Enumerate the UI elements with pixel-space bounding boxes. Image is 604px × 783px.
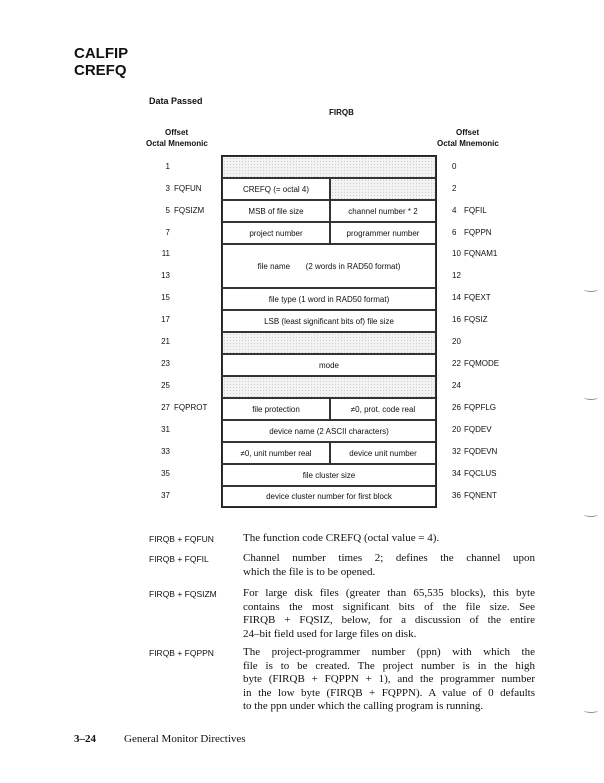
firqb-layout-diagram (221, 155, 437, 508)
left-offset-number: 21 (161, 337, 170, 346)
description-line: in the low byte (FIRQB + FQPPN). A value of 0 defaults (243, 686, 535, 699)
cell-programmer-number: programmer number (330, 222, 436, 244)
left-offset-number: 5 (165, 206, 170, 215)
cell-offset-0 (222, 156, 436, 178)
footer-title: General Monitor Directives (124, 733, 246, 745)
right-offset-number: 0 (452, 162, 457, 171)
right-offset-number: 32 (452, 447, 461, 456)
description-term: FIRQB + FQSIZM (149, 589, 217, 599)
left-offset-number: 35 (161, 469, 170, 478)
right-offset-number: 36 (452, 491, 461, 500)
data-passed-label: Data Passed (149, 96, 203, 106)
left-offset-number: 7 (165, 228, 170, 237)
left-mnemonic: FQFUN (174, 184, 202, 193)
right-mnemonic: FQFIL (464, 206, 487, 215)
description-line: FIRQB + FQSIZ, below, for a discussion of the entire (243, 614, 535, 626)
margin-mark (584, 395, 598, 400)
left-offset-number: 1 (165, 162, 170, 171)
description-line: which the file is to be opened. (243, 565, 376, 578)
right-offset-number: 4 (452, 206, 457, 215)
right-mnemonic: FQNENT (464, 491, 497, 500)
right-offset-number: 26 (452, 403, 461, 412)
cell-channel-number: channel number * 2 (330, 200, 436, 222)
left-offset-number: 23 (161, 359, 170, 368)
cell-msb-file-size: MSB of file size (222, 200, 330, 222)
right-mnemonic: FQEXT (464, 293, 491, 302)
right-offset-number: 34 (452, 469, 461, 478)
firqb-label: FIRQB (329, 108, 354, 117)
right-offset-header: Offset (456, 128, 480, 137)
description-term: FIRQB + FQPPN (149, 648, 214, 658)
left-offset-number: 31 (161, 425, 170, 434)
cell-device-name: device name (2 ASCII characters) (222, 420, 436, 442)
right-mnemonic: FQNAM1 (464, 249, 498, 258)
cell-device-cluster-number: device cluster number for first block (222, 486, 436, 507)
right-offset-number: 6 (452, 228, 457, 237)
description-term: FIRQB + FQFUN (149, 534, 214, 544)
right-offset-number: 12 (452, 271, 461, 280)
description-line: to the ppn under which the calling program is running. (243, 700, 484, 712)
description-line: 24–bit field used for large files on disk. (243, 627, 417, 640)
cell-file-name: file name (2 words in RAD50 format) (222, 244, 436, 288)
right-offset-number: 16 (452, 315, 461, 324)
header-title-crefq: CREFQ (74, 62, 127, 79)
left-mnemonic: FQPROT (174, 403, 208, 412)
right-mnemonic: FQMODE (464, 359, 500, 368)
left-octal-mnemonic-header: Octal Mnemonic (146, 139, 208, 148)
description-line: contains the most significant bits of the file size. See (243, 600, 535, 613)
left-offset-number: 13 (161, 271, 170, 280)
right-offset-number: 2 (452, 184, 457, 193)
footer-page-number: 3–24 (74, 733, 96, 745)
header-title-calfip: CALFIP (74, 45, 129, 62)
cell-crefq: CREFQ (= octal 4) (222, 178, 330, 200)
right-offset-number: 14 (452, 293, 461, 302)
cell-device-unit-number: device unit number (330, 442, 436, 464)
right-octal-mnemonic-header: Octal Mnemonic (437, 139, 499, 148)
cell-file-type: file type (1 word in RAD50 format) (222, 288, 436, 310)
cell-lsb-file-size: LSB (least significant bits of) file size (222, 310, 436, 332)
margin-mark (584, 708, 598, 713)
description-line: The project-programmer number (ppn) with which the (243, 646, 535, 658)
right-offset-number: 20 (452, 425, 461, 434)
cell-project-number: project number (222, 222, 330, 244)
left-offset-number: 15 (161, 293, 170, 302)
description-line: The function code CREFQ (octal value = 4). (243, 532, 440, 544)
left-offset-number: 27 (161, 403, 170, 412)
description-line: file is to be created. The project number is in the high (243, 659, 535, 672)
cell-mode: mode (222, 354, 436, 376)
description-line: byte (FIRQB + FQPPN + 1), and the programmer number (243, 673, 535, 685)
cell-offset-20 (222, 332, 436, 354)
right-offset-number: 20 (452, 337, 461, 346)
cell-offset-24 (222, 376, 436, 398)
margin-mark (584, 512, 598, 517)
description-line: Channel number times 2; defines the channel upon (243, 552, 535, 564)
right-mnemonic: FQDEVN (464, 447, 498, 456)
left-offset-number: 25 (161, 381, 170, 390)
right-mnemonic: FQSIZ (464, 315, 488, 324)
right-mnemonic: FQDEV (464, 425, 492, 434)
cell-unit-number-real: ≠0, unit number real (222, 442, 330, 464)
cell-file-cluster-size: file cluster size (222, 464, 436, 486)
right-offset-number: 10 (452, 249, 461, 258)
cell-file-protection: file protection (222, 398, 330, 420)
right-mnemonic: FQPPN (464, 228, 492, 237)
cell-offset-2 (330, 178, 436, 200)
left-offset-header: Offset (165, 128, 189, 137)
right-mnemonic: FQCLUS (464, 469, 497, 478)
description-line: For large disk files (greater than 65,535 blocks), this byte (243, 587, 535, 599)
right-offset-number: 24 (452, 381, 461, 390)
margin-mark (584, 287, 598, 292)
left-offset-number: 11 (161, 249, 170, 258)
description-term: FIRQB + FQFIL (149, 554, 209, 564)
left-offset-number: 3 (165, 184, 170, 193)
cell-prot-code-real: ≠0, prot. code real (330, 398, 436, 420)
right-mnemonic: FQPFLG (464, 403, 497, 412)
right-offset-number: 22 (452, 359, 461, 368)
left-offset-number: 37 (161, 491, 170, 500)
left-offset-number: 33 (161, 447, 170, 456)
left-offset-number: 17 (161, 315, 170, 324)
left-mnemonic: FQSIZM (174, 206, 205, 215)
